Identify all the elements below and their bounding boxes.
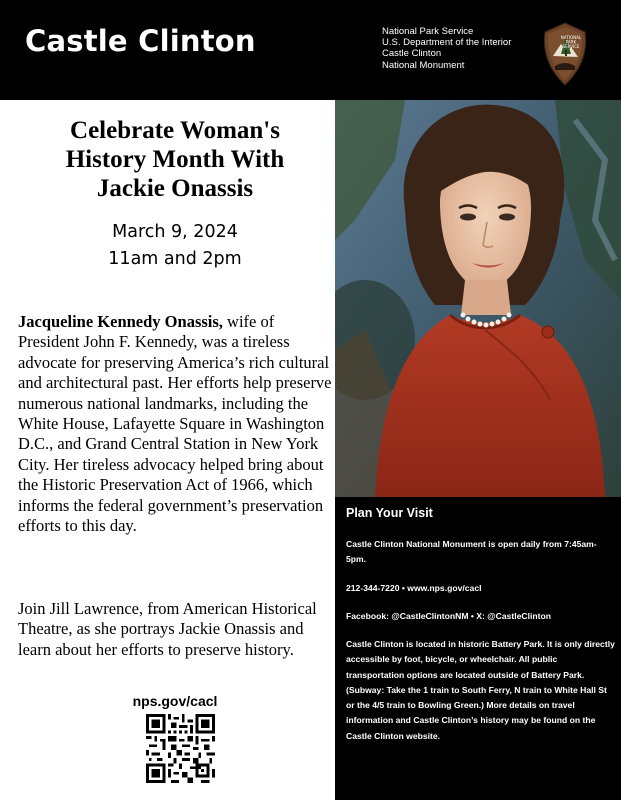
agency-line-3: Castle Clinton [382,48,442,60]
portrait-illustration [335,100,621,497]
title-line-3: Jackie Onassis [96,175,254,202]
logo-text-2: PARK [565,39,577,45]
event-time: 11am and 2pm [108,249,242,269]
bio-paragraph [18,312,336,536]
plan-contact: 212-344-7220 • www.nps.gov/cacl [346,583,482,593]
logo-text-3: SERVICE [562,44,580,49]
plan-hours: Castle Clinton National Monument is open daily from 7:45am-5pm. [346,539,597,565]
plan-your-visit-panel [335,497,621,800]
plan-heading: Plan Your Visit [346,506,433,520]
agency-block [382,26,511,71]
portrait-photo [335,100,621,497]
agency-line-2: U.S. Department of the Interior [382,37,512,49]
agency-line-1: National Park Service [382,26,474,37]
logo-text-1: NATIONAL [560,35,582,40]
bio-text: wife of President John F. Kennedy, was a tireless advocate for preserving America’s rich cultural and architectural past. Her efforts help preserve numerous national landmarks, including the White House, Lafayette Square in Washington D.C., and Grand Central Station in New York City. Her tireless advocacy helped bring about the Historic Preservation Act of 1966, which informs the federal government’s preservation efforts to this day. [18,312,332,536]
website-url[interactable]: nps.gov/cacl [132,693,218,709]
event-title [20,116,330,203]
bio-name: Jacqueline Kennedy Onassis, [18,312,223,331]
qr-code[interactable] [146,714,215,783]
nps-arrowhead-logo [541,22,589,86]
plan-social: Facebook: @CastleClintonNM • X: @CastleClinton [346,611,552,621]
title-line-1: Celebrate Woman's [70,117,280,144]
event-date: March 9, 2024 [112,222,238,242]
title-line-2: History Month With [65,146,285,173]
site-title: Castle Clinton [25,24,256,58]
agency-line-4: National Monument [382,59,465,71]
program-paragraph: Join Jill Lawrence, from American Historical Theatre, as she portrays Jackie Onassis and learn about her efforts to preserve history. [18,599,317,659]
plan-location: Castle Clinton is located in historic Battery Park. It is only directly accessible by foot, bicycle, or wheelchair. All public transportation options are located outside of Battery Park. (Subway: Take the 1 train to South Ferry, N train to White Hall St or the 4/5 train to Bowling Green.) More details on travel information and Castle Clinton’s history may be found on the Castle Clinton website. [346,639,615,741]
header-bar [0,0,621,100]
